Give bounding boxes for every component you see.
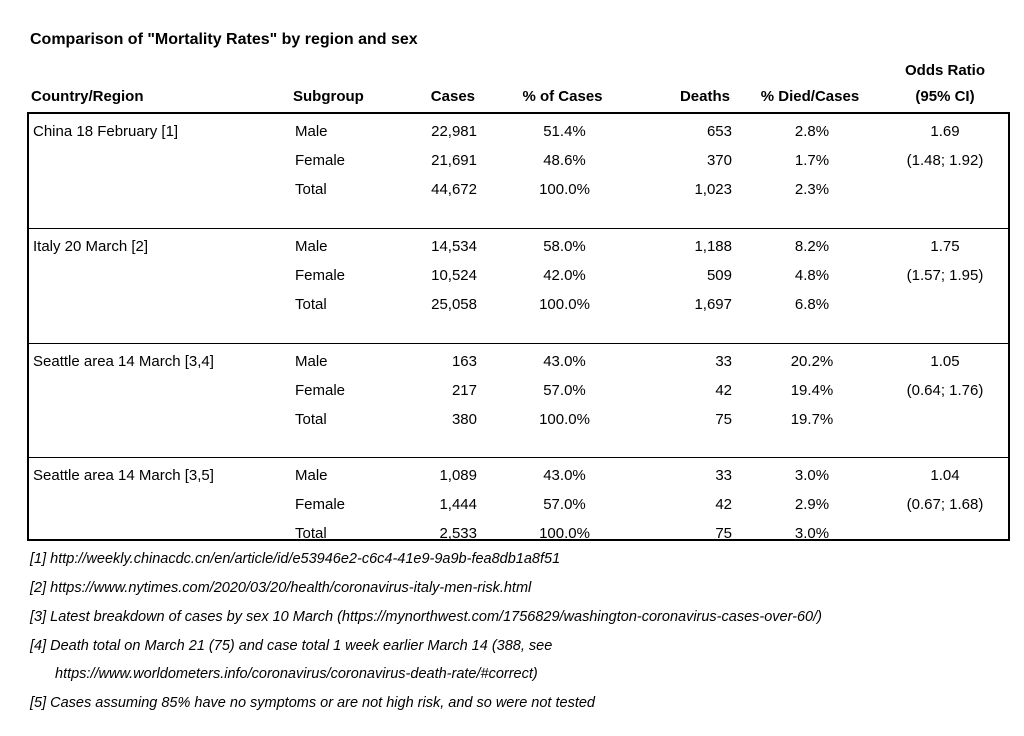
- cell-odds-ratio: (0.67; 1.68): [906, 496, 984, 513]
- cell-region: Seattle area 14 March [3,5]: [33, 467, 214, 484]
- header-deaths: Deaths: [679, 88, 730, 105]
- cell-pct-died: 2.8%: [794, 123, 830, 140]
- table-row: [29, 461, 1008, 490]
- cell-subgroup: Male: [295, 467, 328, 484]
- cell-deaths: 509: [706, 267, 732, 284]
- cell-subgroup: Total: [295, 411, 327, 428]
- cell-odds-ratio: 1.04: [930, 467, 960, 484]
- table-row: [29, 261, 1008, 290]
- footnote-1: [30, 551, 1000, 568]
- cell-deaths: 42: [715, 382, 732, 399]
- cell-deaths: 42: [715, 496, 732, 513]
- cell-pct-died: 19.4%: [790, 382, 834, 399]
- mortality-table: [27, 112, 1010, 541]
- cell-pct-died: 1.7%: [794, 152, 830, 169]
- cell-subgroup: Total: [295, 181, 327, 198]
- table-header-row: [27, 56, 1010, 110]
- table-row: [29, 519, 1008, 548]
- cell-cases: 14,534: [431, 238, 477, 255]
- cell-pct-of-cases: 43.0%: [543, 467, 586, 484]
- cell-pct-died: 19.7%: [790, 411, 834, 428]
- cell-pct-died: 8.2%: [794, 238, 830, 255]
- cell-pct-of-cases: 100.0%: [539, 411, 590, 428]
- cell-subgroup: Total: [295, 525, 327, 542]
- cell-subgroup: Female: [295, 152, 346, 169]
- cell-pct-of-cases: 42.0%: [543, 267, 586, 284]
- cell-cases: 25,058: [431, 296, 477, 313]
- footnote-2-text: [2] https://www.nytimes.com/2020/03/20/health/coronavirus-italy-men-risk.html: [30, 580, 532, 596]
- cell-cases: 10,524: [431, 267, 477, 284]
- cell-region: China 18 February [1]: [33, 123, 179, 140]
- cell-pct-died: 3.0%: [794, 525, 830, 542]
- cell-cases: 1,089: [439, 467, 477, 484]
- cell-cases: 21,691: [431, 152, 477, 169]
- cell-pct-of-cases: 100.0%: [539, 181, 590, 198]
- cell-cases: 163: [451, 353, 477, 370]
- footnotes: [30, 551, 1000, 724]
- cell-deaths: 1,188: [694, 238, 732, 255]
- cell-pct-died: 6.8%: [794, 296, 830, 313]
- cell-odds-ratio: 1.69: [930, 123, 960, 140]
- cell-cases: 22,981: [431, 123, 477, 140]
- cell-odds-ratio: (0.64; 1.76): [906, 382, 984, 399]
- table-row: [29, 490, 1008, 519]
- table-row: [29, 146, 1008, 175]
- cell-pct-of-cases: 48.6%: [543, 152, 586, 169]
- table-row: [29, 405, 1008, 434]
- header-subgroup: Subgroup: [293, 88, 364, 105]
- header-odds-ratio-line2: (95% CI): [915, 88, 975, 105]
- footnote-1-text: [1] http://weekly.chinacdc.cn/en/article/id/e53946e2-c6c4-41e9-9a9b-fea8db1a8f51: [30, 551, 561, 567]
- footnote-5: [30, 695, 1000, 712]
- cell-pct-died: 2.3%: [794, 181, 830, 198]
- cell-subgroup: Male: [295, 353, 328, 370]
- table-row: [29, 232, 1008, 261]
- footnote-5-text: [5] Cases assuming 85% have no symptoms or are not high risk, and so were not tested: [30, 695, 595, 711]
- footnote-2: [30, 580, 1000, 597]
- header-odds-ratio-line1: Odds Ratio: [904, 62, 985, 79]
- header-pct-of-cases: % of Cases: [522, 88, 603, 105]
- cell-subgroup: Female: [295, 496, 346, 513]
- cell-subgroup: Female: [295, 267, 346, 284]
- cell-pct-of-cases: 51.4%: [543, 123, 586, 140]
- cell-deaths: 653: [706, 123, 732, 140]
- cell-cases: 2,533: [439, 525, 477, 542]
- cell-odds-ratio: 1.05: [930, 353, 960, 370]
- cell-odds-ratio: (1.57; 1.95): [906, 267, 984, 284]
- cell-odds-ratio: (1.48; 1.92): [906, 152, 984, 169]
- table-section-seattle-34: [29, 343, 1008, 457]
- cell-cases: 217: [451, 382, 477, 399]
- cell-pct-died: 4.8%: [794, 267, 830, 284]
- cell-pct-of-cases: 57.0%: [543, 496, 586, 513]
- cell-deaths: 33: [715, 467, 732, 484]
- footnote-4-text-line2: https://www.worldometers.info/coronavirus/coronavirus-death-rate/#correct): [55, 666, 538, 682]
- cell-deaths: 1,697: [694, 296, 732, 313]
- header-odds-ratio: [880, 58, 1010, 110]
- cell-subgroup: Male: [295, 123, 328, 140]
- cell-pct-died: 3.0%: [794, 467, 830, 484]
- cell-deaths: 75: [715, 525, 732, 542]
- cell-region: Seattle area 14 March [3,4]: [33, 353, 214, 370]
- cell-deaths: 75: [715, 411, 732, 428]
- table-row: [29, 347, 1008, 376]
- table-row: [29, 117, 1008, 146]
- cell-pct-of-cases: 58.0%: [543, 238, 586, 255]
- table-row: [29, 290, 1008, 319]
- footnote-3: [30, 609, 1000, 626]
- cell-pct-died: 20.2%: [790, 353, 834, 370]
- cell-subgroup: Male: [295, 238, 328, 255]
- header-pct-died-cases: % Died/Cases: [760, 88, 860, 105]
- footnote-4: [30, 638, 1000, 683]
- cell-cases: 1,444: [439, 496, 477, 513]
- cell-cases: 44,672: [431, 181, 477, 198]
- header-country-region: Country/Region: [31, 88, 144, 105]
- header-cases: Cases: [430, 88, 475, 105]
- table-row: [29, 175, 1008, 204]
- table-section-seattle-35: [29, 457, 1008, 548]
- table-row: [29, 376, 1008, 405]
- cell-deaths: 33: [715, 353, 732, 370]
- cell-odds-ratio: 1.75: [930, 238, 960, 255]
- footnote-4-text-line1: [4] Death total on March 21 (75) and case total 1 week earlier March 14 (388, see: [30, 638, 553, 654]
- cell-subgroup: Total: [295, 296, 327, 313]
- table-section-china: [29, 114, 1008, 228]
- cell-pct-of-cases: 57.0%: [543, 382, 586, 399]
- cell-pct-of-cases: 43.0%: [543, 353, 586, 370]
- cell-deaths: 370: [706, 152, 732, 169]
- cell-subgroup: Female: [295, 382, 346, 399]
- cell-cases: 380: [451, 411, 477, 428]
- cell-deaths: 1,023: [694, 181, 732, 198]
- cell-pct-died: 2.9%: [794, 496, 830, 513]
- footnote-3-text: [3] Latest breakdown of cases by sex 10 March (https://mynorthwest.com/1756829/washington-coronavirus-cases-over-60/): [30, 609, 822, 625]
- page-title: Comparison of "Mortality Rates" by region and sex: [30, 31, 418, 48]
- table-section-italy: [29, 228, 1008, 343]
- cell-pct-of-cases: 100.0%: [539, 525, 590, 542]
- cell-region: Italy 20 March [2]: [33, 238, 149, 255]
- cell-pct-of-cases: 100.0%: [539, 296, 590, 313]
